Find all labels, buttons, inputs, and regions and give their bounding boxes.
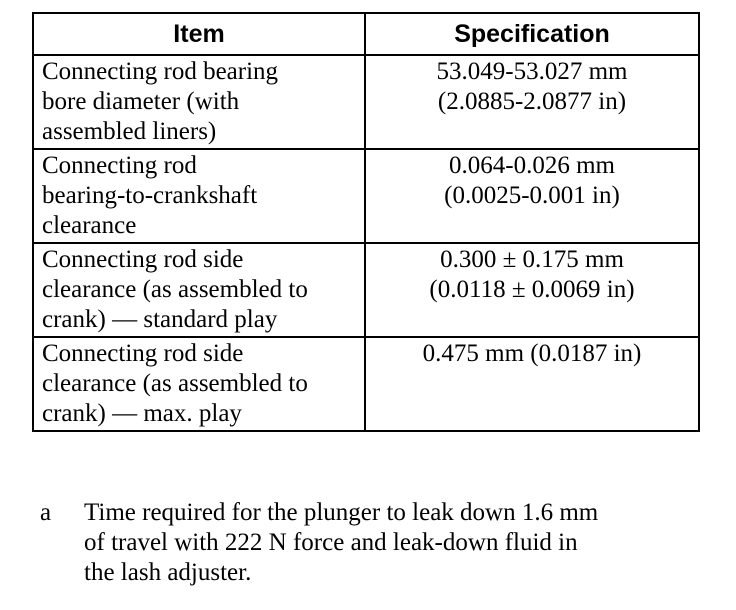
- spec-value-line: (2.0885-2.0877 in): [437, 88, 627, 115]
- spec-value-line: 0.300 ± 0.175 mm: [440, 246, 624, 273]
- item-text-line: assembled liners): [42, 118, 217, 145]
- specification-cell: [365, 149, 699, 243]
- specification-cell: [365, 337, 699, 431]
- spec-value-line: (0.0118 ± 0.0069 in): [429, 276, 635, 303]
- item-text-line: bore diameter (with: [42, 88, 240, 115]
- table-row: [33, 55, 699, 149]
- specification-cell: [365, 55, 699, 149]
- spec-value-line: (0.0025-0.001 in): [444, 182, 620, 209]
- item-text-line: clearance: [42, 212, 137, 239]
- item-text-line: clearance (as assembled to: [42, 276, 308, 303]
- header-item: Item: [33, 13, 365, 55]
- spec-value-line: 53.049-53.027 mm: [436, 58, 628, 85]
- item-text-line: clearance (as assembled to: [42, 370, 308, 397]
- item-cell: [33, 55, 365, 149]
- footnote-marker: a: [40, 499, 52, 526]
- item-text-line: Connecting rod side: [42, 246, 244, 273]
- item-text-line: crank) — standard play: [42, 306, 278, 333]
- item-text-line: bearing-to-crankshaft: [42, 182, 258, 209]
- footnote-text-line: of travel with 222 N force and leak-down fluid in: [84, 529, 578, 556]
- table-row: [33, 149, 699, 243]
- item-cell: [33, 243, 365, 337]
- table-row: [33, 337, 699, 431]
- footnote-text-line: Time required for the plunger to leak down 1.6 mm: [84, 499, 599, 526]
- item-text-line: Connecting rod side: [42, 340, 244, 367]
- specification-table: [32, 12, 700, 432]
- spec-value-line: 0.064-0.026 mm: [449, 152, 615, 179]
- item-text-line: Connecting rod bearing: [42, 58, 279, 85]
- footnote-text: [84, 498, 724, 588]
- item-text-line: crank) — max. play: [42, 400, 242, 427]
- table-row: [33, 243, 699, 337]
- spec-value-line: 0.475 mm (0.0187 in): [422, 340, 642, 367]
- header-specification: Specification: [365, 13, 699, 55]
- specification-cell: [365, 243, 699, 337]
- item-cell: [33, 337, 365, 431]
- footnote-text-line: the lash adjuster.: [84, 559, 252, 586]
- item-text-line: Connecting rod: [42, 152, 197, 179]
- table-header-row: [33, 13, 699, 55]
- item-cell: [33, 149, 365, 243]
